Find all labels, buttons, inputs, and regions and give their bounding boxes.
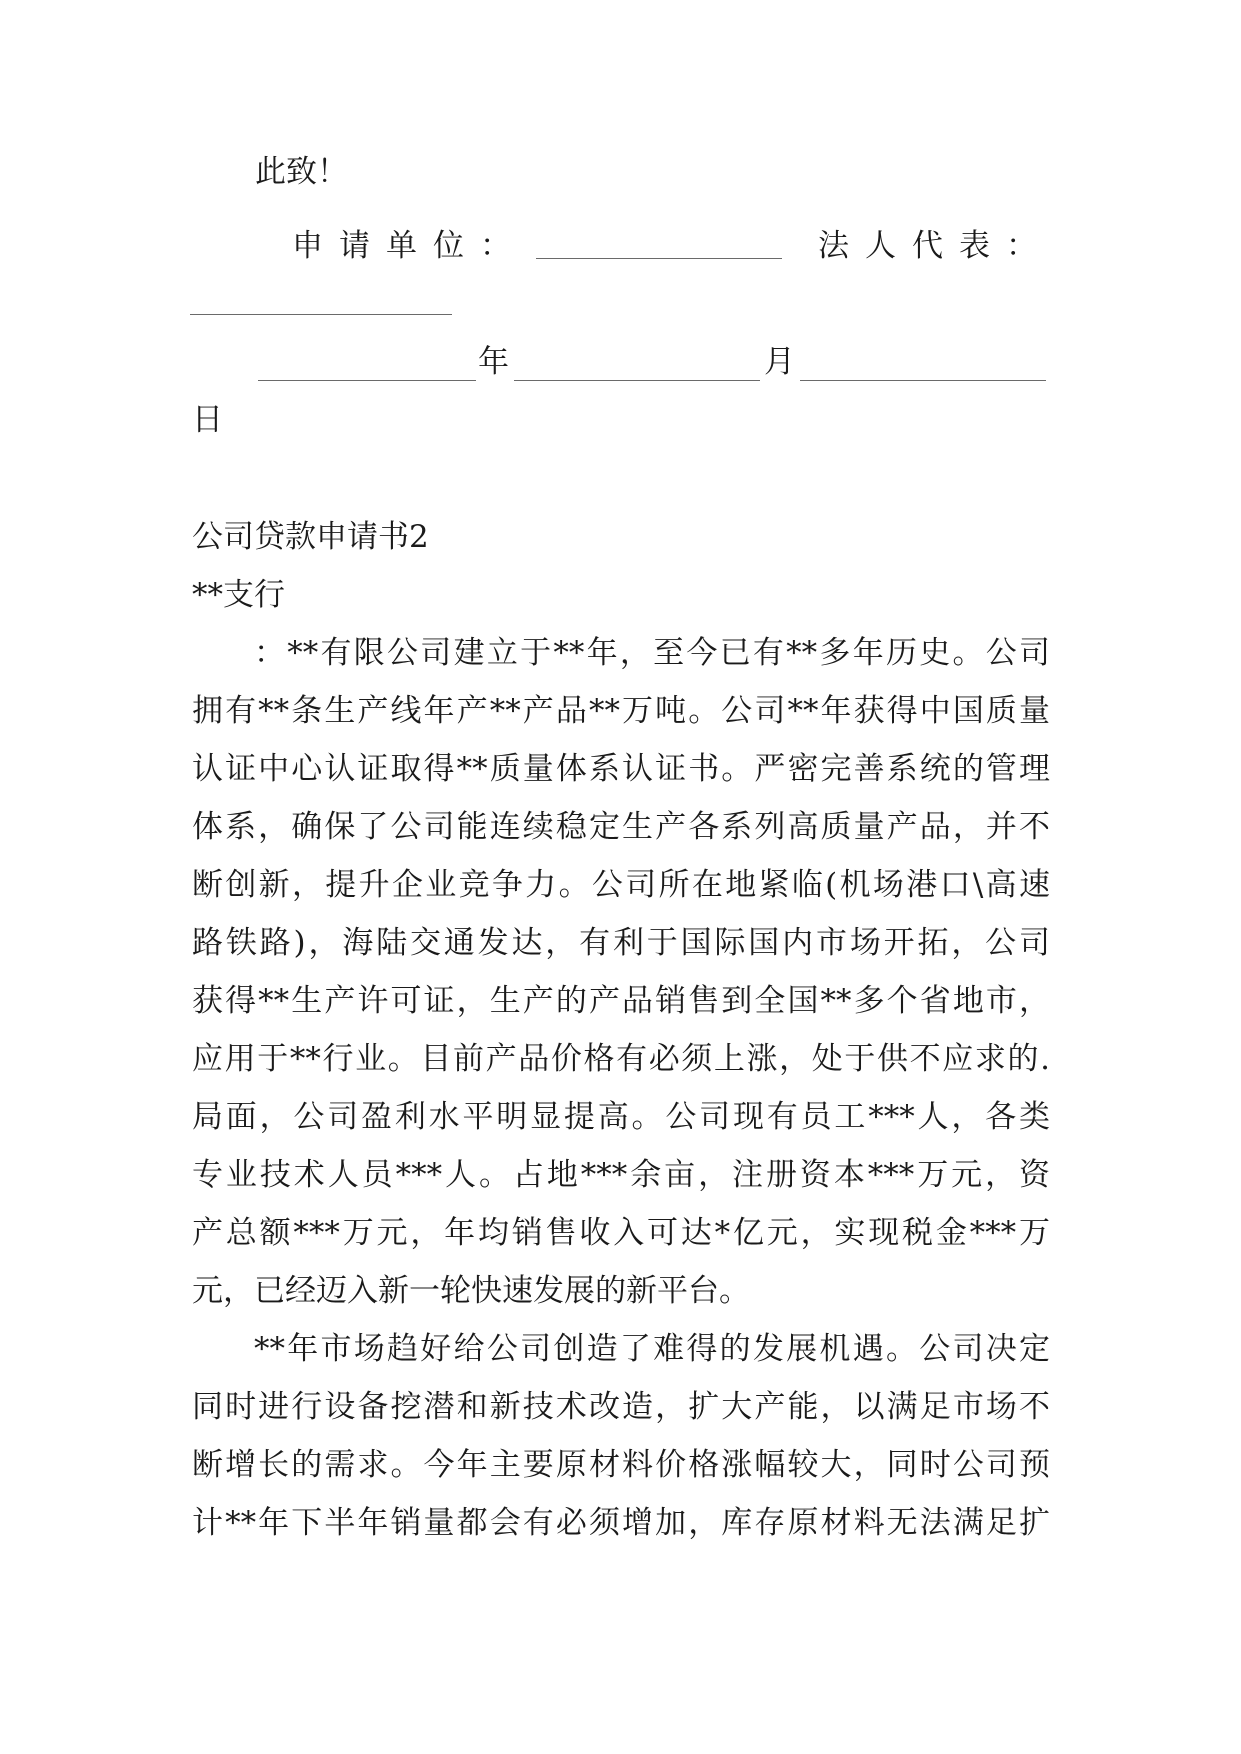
paragraph-line: 体系，确保了公司能连续稳定生产各系列高质量产品，并不 <box>192 809 1050 845</box>
paragraph-line: 计**年下半年销量都会有必须增加，库存原材料无法满足扩 <box>192 1505 1050 1541</box>
legal-rep-label: 法人代表： <box>818 228 1053 264</box>
applicant-label: 申请单位： <box>292 228 527 264</box>
day-blank <box>800 352 1046 381</box>
paragraph-line: 认证中心认证取得**质量体系认证书。严密完善系统的管理 <box>192 751 1050 787</box>
year-label: 年 <box>478 344 509 380</box>
recipient: **支行 <box>192 577 285 613</box>
paragraph-line: 断创新，提升企业竞争力。公司所在地紧临(机场港口\高速 <box>192 867 1050 903</box>
paragraph-line: **年市场趋好给公司创造了难得的发展机遇。公司决定 <box>254 1331 1050 1367</box>
month-label: 月 <box>764 344 795 380</box>
paragraph-line: 拥有**条生产线年产**产品**万吨。公司**年获得中国质量 <box>192 693 1050 729</box>
salutation: 此致！ <box>255 154 348 190</box>
year-blank <box>258 352 476 381</box>
paragraph-line: 获得**生产许可证，生产的产品销售到全国**多个省地市， <box>192 983 1050 1019</box>
applicant-blank <box>536 230 782 259</box>
paragraph-line: 产总额***万元，年均销售收入可达*亿元，实现税金***万 <box>192 1215 1050 1251</box>
paragraph-line: 同时进行设备挖潜和新技术改造，扩大产能，以满足市场不 <box>192 1389 1050 1425</box>
paragraph-line: 路铁路)，海陆交通发达，有利于国际国内市场开拓，公司 <box>192 925 1050 961</box>
paragraph-line: ：**有限公司建立于**年，至今已有**多年历史。公司 <box>254 635 1050 671</box>
day-label: 日 <box>192 402 223 438</box>
letter-title: 公司贷款申请书2 <box>192 519 429 555</box>
paragraph-line: 专业技术人员***人。占地***余亩，注册资本***万元，资 <box>192 1157 1050 1193</box>
paragraph-line: 断增长的需求。今年主要原材料价格涨幅较大，同时公司预 <box>192 1447 1050 1483</box>
legal-rep-blank <box>190 286 452 315</box>
paragraph-line: 应用于**行业。目前产品价格有必须上涨，处于供不应求的. <box>192 1041 1050 1077</box>
month-blank <box>514 352 760 381</box>
paragraph-line: 局面，公司盈利水平明显提高。公司现有员工***人，各类 <box>192 1099 1050 1135</box>
paragraph-line: 元，已经迈入新一轮快速发展的新平台。 <box>192 1273 750 1309</box>
